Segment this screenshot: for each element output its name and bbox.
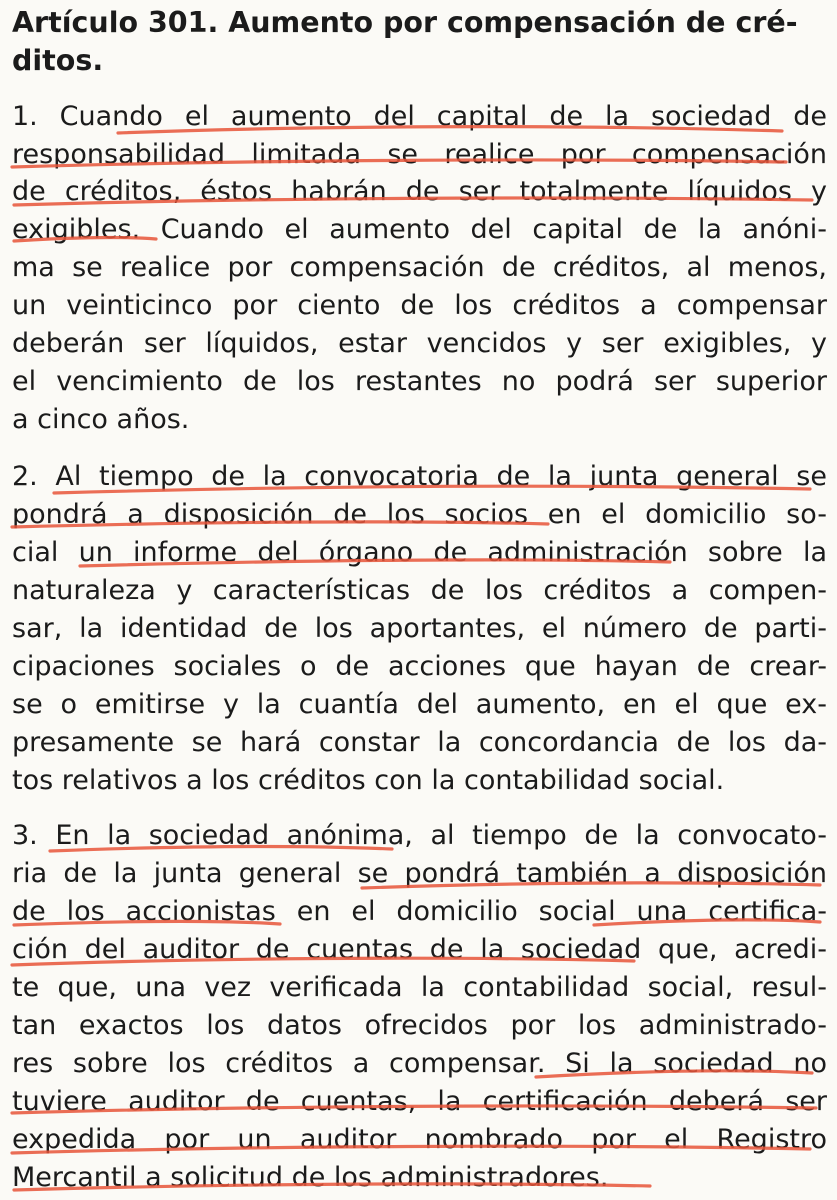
p2-line-7: se o emitirse y la cuantía del aumento, en el que ex- xyxy=(12,689,827,720)
p2-line-4: naturaleza y características de los créditos a compen- xyxy=(12,575,827,606)
p1-line-7: deberán ser líquidos, estar vencidos y ser exigibles, y xyxy=(12,328,827,359)
p2-line-3: cial un informe del órgano de administración sobre la xyxy=(12,537,827,568)
p3-line-9: expedida por un auditor nombrado por el Registro xyxy=(12,1124,827,1155)
p2-line-1: 2. Al tiempo de la convocatoria de la junta general se xyxy=(12,461,827,492)
p3-line-3: de los accionistas en el domicilio social una certifica- xyxy=(12,896,827,927)
p1-line-5: ma se realice por compensación de créditos, al menos, xyxy=(12,252,827,283)
p2-line-2: pondrá a disposición de los socios en el domicilio so- xyxy=(12,499,827,530)
p3-line-6: tan exactos los datos ofrecidos por los administrado- xyxy=(12,1010,827,1041)
p1-line-9: a cinco años. xyxy=(12,404,190,435)
p2-line-5: sar, la identidad de los aportantes, el número de parti- xyxy=(12,613,827,644)
p1-line-4: exigibles. Cuando el aumento del capital de la anóni- xyxy=(12,214,827,245)
article-title-line-1: Artículo 301. Aumento por compensación de cré- xyxy=(12,6,798,39)
p3-line-8: tuviere auditor de cuentas, la certificación deberá ser xyxy=(12,1086,827,1117)
p1-line-3: de créditos, éstos habrán de ser totalmente líquidos y xyxy=(12,176,827,207)
p2-line-6: cipaciones sociales o de acciones que hayan de crear- xyxy=(12,651,827,682)
p1-line-2: responsabilidad limitada se realice por compensación xyxy=(12,139,827,170)
p1-line-8: el vencimiento de los restantes no podrá ser superior xyxy=(12,366,827,397)
p2-line-8: presamente se hará constar la concordancia de los da- xyxy=(12,727,827,758)
p3-line-2: ria de la junta general se pondrá también a disposición xyxy=(12,858,827,889)
p3-line-7: res sobre los créditos a compensar. Si la sociedad no xyxy=(12,1048,827,1079)
p1-line-6: un veinticinco por ciento de los créditos a compensar xyxy=(12,290,827,321)
p3-line-5: te que, una vez verificada la contabilidad social, resul- xyxy=(12,972,827,1003)
p2-line-9: tos relativos a los créditos con la contabilidad social. xyxy=(12,765,725,796)
p1-line-1: 1. Cuando el aumento del capital de la sociedad de xyxy=(12,101,827,132)
p3-line-10: Mercantil a solicitud de los administradores. xyxy=(12,1162,609,1193)
p3-line-4: ción del auditor de cuentas de la sociedad que, acredi- xyxy=(12,934,827,965)
p3-line-1: 3. En la sociedad anónima, al tiempo de la convocato- xyxy=(12,820,827,851)
article-title-line-2: ditos. xyxy=(12,44,104,77)
